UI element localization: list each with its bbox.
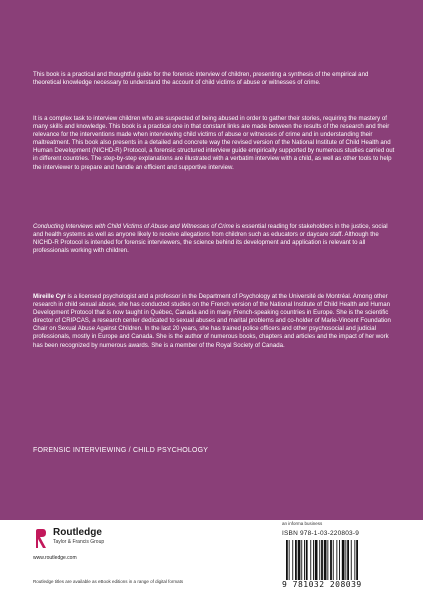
description-paragraph-2 [33, 115, 397, 172]
barcode-digits: 9 781032 208039 [282, 580, 362, 589]
informa-label: an informa business [282, 521, 323, 526]
cover-footer [0, 520, 423, 600]
publisher-name: Routledge [53, 527, 102, 538]
description-text-1: This book is a practical and thoughtful guide for the forensic interview of children, presenting a synthesis of the empirical and theoretical knowledge necessary to understand the account of child victims of abuse or witnesses of crime. [33, 71, 369, 87]
routledge-mark-icon [33, 528, 49, 550]
author-name: Mireille Cyr [33, 293, 66, 300]
author-bio-paragraph [33, 293, 397, 350]
barcode-icon [286, 540, 386, 580]
description-text-3: is essential reading for stakeholders in the justice, social and health systems as well as anyone likely to receive allegations from children such as educators or daycare staff. Although the NICHD-R Protocol is intended for forensic interviewers, the science behind its development and application is relevant to all professionals working with children. [33, 223, 388, 255]
publisher-subtitle: Taylor & Francis Group [53, 539, 105, 545]
description-paragraph-1 [33, 71, 397, 87]
author-bio-text: is a licensed psychologist and a professor in the Department of Psychology at the Université de Montréal. Among other research in child sexual abuse, she has conducted studies on the French version of the National Institute of Child Health and Human Development Protocol that is now taught in Québec, Canada and in many French-speaking countries in Europe. She is the scientific director of CRIPCAS, a research center dedicated to sexual abuses and marital problems and co-holder of Marie-Vincent Foundation Chair on Sexual Abuse Against Children. In the last 20 years, she has trained police officers and other psychosocial and judicial professionals, mostly in Europe and Canada. She is the author of numerous books, chapters and articles and the impact of her work has been recognized by numerous awards. She is a member of the Royal Society of Canada. [33, 293, 391, 349]
description-paragraph-3 [33, 223, 397, 255]
barcode-block [282, 521, 394, 591]
book-title-italic: Conducting Interviews with Child Victims of Abuse and Witnesses of Crime [33, 223, 235, 230]
publisher-logo [33, 528, 153, 568]
ebook-note: Routledge titles are available as eBook editions in a range of digital formats [33, 579, 184, 584]
description-text-2: It is a complex task to interview children who are suspected of being abused in order to gather their stories, requiring the mastery of many skills and knowledge. This book is a practical one in that constant links are made between the results of the research and their relevance for the interventions made when interviewing child victims of abuse or witnesses of crime and in understanding their maltreatment. This book also presents in a detailed and concrete way the revised version of the National Institute of Child Health and Human Development (NICHD-R) Protocol, a forensic structured interview guide empirically supported by numerous studies carried out in different countries. The step-by-step explanations are illustrated with a verbatim interview with a child, as well as other tools to help the interviewer to prepare and handle an efficient and supportive interview. [33, 115, 395, 171]
isbn-label: ISBN 978-1-03-220803-9 [282, 530, 360, 537]
publisher-url: www.routledge.com [33, 555, 77, 561]
subject-category: FORENSIC INTERVIEWING / CHILD PSYCHOLOGY [33, 447, 209, 454]
